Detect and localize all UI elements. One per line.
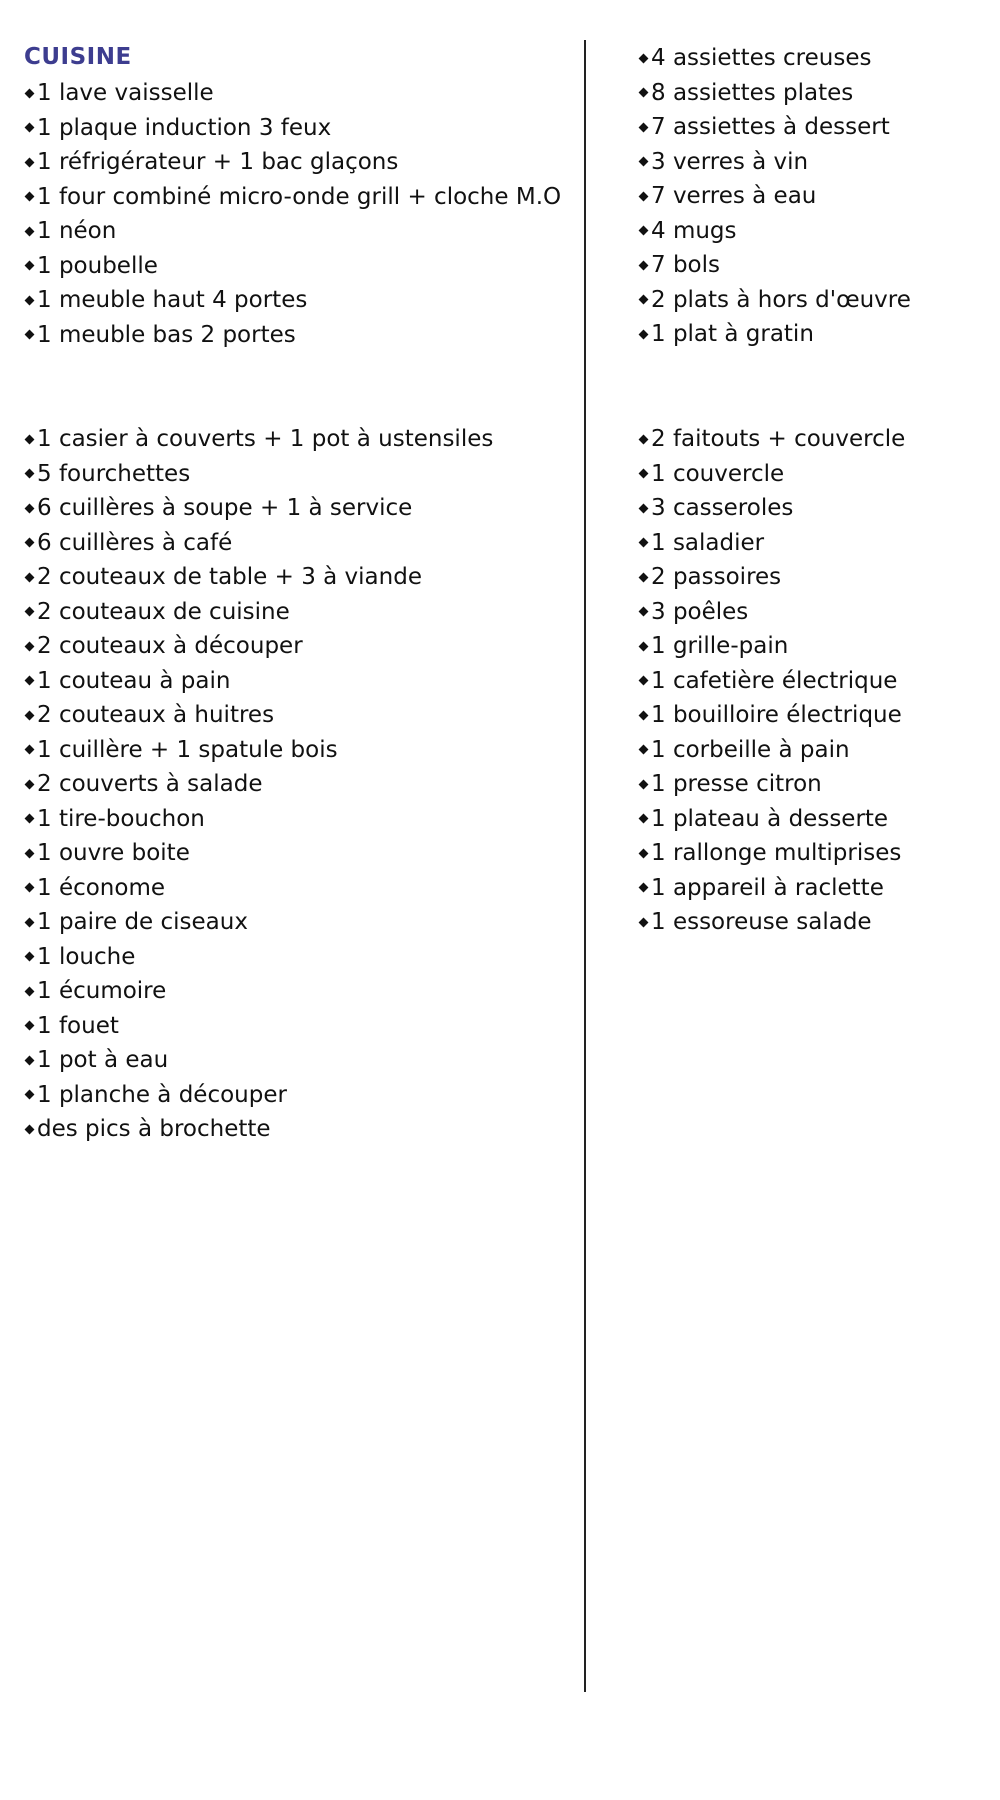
list-item: [24, 698, 493, 733]
list-item-text: 1 écumoire: [37, 978, 167, 1004]
appliances-list: [24, 76, 561, 352]
list-item: [24, 214, 561, 249]
diamond-bullet-icon: [25, 710, 35, 720]
list-item-text: 1 plat à gratin: [651, 321, 814, 347]
list-item-text: 1 presse citron: [651, 771, 822, 797]
list-item: [24, 560, 493, 595]
list-item: [638, 560, 905, 595]
list-item: [24, 283, 561, 318]
diamond-bullet-icon: [639, 88, 649, 98]
cookware-list: [638, 422, 905, 940]
list-item: [638, 802, 905, 837]
diamond-bullet-icon: [25, 952, 35, 962]
list-item: [24, 111, 561, 146]
list-item: [24, 1078, 493, 1113]
list-item: [24, 145, 561, 180]
list-item: [638, 248, 911, 283]
list-item: [638, 422, 905, 457]
list-item-text: 5 fourchettes: [37, 460, 191, 487]
list-item-text: 3 verres à vin: [651, 148, 809, 175]
list-item-text: 1 planche à découper: [37, 1081, 287, 1108]
list-item-text: 1 meuble bas 2 portes: [37, 321, 296, 348]
list-item: [24, 318, 561, 353]
diamond-bullet-icon: [25, 123, 35, 133]
list-item-text: 1 cuillère + 1 spatule bois: [37, 736, 338, 763]
list-item: [638, 76, 911, 111]
list-item: [638, 871, 905, 906]
diamond-bullet-icon: [639, 434, 649, 444]
diamond-bullet-icon: [25, 538, 35, 548]
diamond-bullet-icon: [25, 745, 35, 755]
tableware-list: [638, 41, 911, 352]
list-item: [638, 629, 905, 664]
diamond-bullet-icon: [25, 1090, 35, 1100]
diamond-bullet-icon: [25, 641, 35, 651]
list-item-text: 1 tire-bouchon: [37, 805, 205, 832]
list-item: [24, 491, 493, 526]
diamond-bullet-icon: [25, 157, 35, 167]
diamond-bullet-icon: [25, 469, 35, 479]
list-item: [638, 179, 911, 214]
diamond-bullet-icon: [639, 226, 649, 236]
list-item-text: 2 couteaux de cuisine: [37, 598, 290, 625]
list-item-text: 2 couteaux à huitres: [37, 702, 275, 728]
diamond-bullet-icon: [25, 883, 35, 893]
list-item-text: 1 poubelle: [37, 252, 158, 279]
list-item: [638, 767, 905, 802]
list-item: [638, 905, 905, 940]
list-item-text: 1 réfrigérateur + 1 bac glaçons: [37, 149, 399, 175]
diamond-bullet-icon: [25, 814, 35, 824]
diamond-bullet-icon: [25, 986, 35, 996]
list-item-text: 2 faitouts + couvercle: [651, 426, 906, 452]
diamond-bullet-icon: [25, 1021, 35, 1031]
list-item-text: 1 plateau à desserte: [651, 805, 889, 832]
list-item-text: 7 assiettes à dessert: [651, 114, 890, 140]
list-item: [24, 180, 561, 215]
list-item: [638, 836, 905, 871]
list-item: [638, 214, 911, 249]
diamond-bullet-icon: [25, 676, 35, 686]
diamond-bullet-icon: [25, 1055, 35, 1065]
diamond-bullet-icon: [639, 917, 649, 927]
list-item: [638, 110, 911, 145]
list-item-text: 1 fouet: [37, 1012, 119, 1039]
list-item-text: 1 corbeille à pain: [651, 736, 850, 763]
list-item-text: 6 cuillères à café: [37, 529, 233, 556]
list-item-text: 1 pot à eau: [37, 1047, 169, 1073]
list-item-text: 4 assiettes creuses: [651, 45, 872, 71]
diamond-bullet-icon: [25, 261, 35, 271]
list-item-text: 6 cuillères à soupe + 1 à service: [37, 495, 413, 521]
diamond-bullet-icon: [25, 607, 35, 617]
diamond-bullet-icon: [639, 676, 649, 686]
diamond-bullet-icon: [25, 848, 35, 858]
list-item: [638, 145, 911, 180]
diamond-bullet-icon: [639, 883, 649, 893]
list-item: [24, 629, 493, 664]
list-item-text: 1 économe: [37, 874, 166, 901]
utensils-list: [24, 422, 493, 1147]
list-item-text: 1 ouvre boite: [37, 840, 190, 866]
list-item-text: 1 casier à couverts + 1 pot à ustensiles: [37, 426, 494, 452]
list-item: [24, 526, 493, 561]
list-item: [24, 595, 493, 630]
diamond-bullet-icon: [25, 434, 35, 444]
diamond-bullet-icon: [639, 53, 649, 63]
diamond-bullet-icon: [639, 191, 649, 201]
list-item: [638, 491, 905, 526]
diamond-bullet-icon: [25, 572, 35, 582]
list-item: [24, 836, 493, 871]
list-item-text: 1 néon: [37, 218, 117, 244]
list-item: [24, 974, 493, 1009]
list-item-text: 1 cafetière électrique: [651, 667, 898, 694]
list-item-text: 8 assiettes plates: [651, 79, 854, 106]
diamond-bullet-icon: [639, 641, 649, 651]
list-item-text: 7 bols: [651, 252, 720, 278]
list-item: [24, 940, 493, 975]
list-item-text: 2 couverts à salade: [37, 771, 263, 797]
list-item-text: 1 couvercle: [651, 460, 785, 487]
list-item-text: 1 meuble haut 4 portes: [37, 287, 308, 313]
list-item: [638, 595, 905, 630]
list-item-text: 3 casseroles: [651, 495, 794, 521]
list-item-text: 1 appareil à raclette: [651, 874, 884, 901]
list-item: [24, 76, 561, 111]
list-item-text: 2 passoires: [651, 564, 782, 590]
diamond-bullet-icon: [639, 607, 649, 617]
diamond-bullet-icon: [639, 779, 649, 789]
diamond-bullet-icon: [639, 572, 649, 582]
column-divider: [584, 40, 586, 1692]
section-heading-cuisine: CUISINE: [24, 44, 132, 70]
list-item-text: 1 grille-pain: [651, 633, 789, 659]
list-item-text: 7 verres à eau: [651, 183, 817, 209]
list-item-text: 1 louche: [37, 943, 136, 970]
diamond-bullet-icon: [25, 917, 35, 927]
list-item-text: 1 four combiné micro-onde grill + cloche M.O: [37, 183, 562, 210]
diamond-bullet-icon: [639, 469, 649, 479]
list-item: [638, 664, 905, 699]
list-item-text: 1 lave vaisselle: [37, 80, 214, 106]
diamond-bullet-icon: [639, 503, 649, 513]
diamond-bullet-icon: [25, 88, 35, 98]
list-item-text: 1 saladier: [651, 529, 765, 556]
list-item-text: 2 plats à hors d'œuvre: [651, 286, 911, 313]
list-item-text: des pics à brochette: [37, 1116, 271, 1142]
diamond-bullet-icon: [25, 503, 35, 513]
diamond-bullet-icon: [25, 779, 35, 789]
diamond-bullet-icon: [25, 330, 35, 340]
list-item-text: 2 couteaux à découper: [37, 633, 303, 659]
list-item: [638, 41, 911, 76]
list-item-text: 3 poêles: [651, 598, 749, 625]
list-item: [24, 422, 493, 457]
list-item: [638, 698, 905, 733]
diamond-bullet-icon: [25, 226, 35, 236]
diamond-bullet-icon: [25, 192, 35, 202]
diamond-bullet-icon: [639, 122, 649, 132]
list-item: [638, 526, 905, 561]
list-item-text: 4 mugs: [651, 217, 737, 244]
diamond-bullet-icon: [25, 1124, 35, 1134]
list-item: [24, 249, 561, 284]
list-item: [24, 1043, 493, 1078]
list-item: [638, 283, 911, 318]
list-item-text: 1 rallonge multiprises: [651, 840, 902, 866]
list-item-text: 1 paire de ciseaux: [37, 909, 248, 935]
list-item-text: 1 bouilloire électrique: [651, 702, 902, 728]
diamond-bullet-icon: [639, 710, 649, 720]
list-item: [638, 457, 905, 492]
list-item-text: 2 couteaux de table + 3 à viande: [37, 564, 422, 590]
diamond-bullet-icon: [639, 538, 649, 548]
diamond-bullet-icon: [639, 848, 649, 858]
diamond-bullet-icon: [639, 814, 649, 824]
list-item-text: 1 couteau à pain: [37, 667, 231, 694]
list-item: [24, 802, 493, 837]
list-item: [638, 317, 911, 352]
diamond-bullet-icon: [639, 157, 649, 167]
diamond-bullet-icon: [639, 260, 649, 270]
list-item: [24, 767, 493, 802]
list-item-text: 1 essoreuse salade: [651, 909, 872, 935]
diamond-bullet-icon: [25, 295, 35, 305]
list-item: [24, 664, 493, 699]
list-item: [24, 871, 493, 906]
list-item: [24, 457, 493, 492]
list-item: [24, 733, 493, 768]
list-item: [24, 905, 493, 940]
list-item: [24, 1009, 493, 1044]
diamond-bullet-icon: [639, 329, 649, 339]
diamond-bullet-icon: [639, 295, 649, 305]
list-item: [638, 733, 905, 768]
diamond-bullet-icon: [639, 745, 649, 755]
list-item: [24, 1112, 493, 1147]
list-item-text: 1 plaque induction 3 feux: [37, 114, 332, 141]
